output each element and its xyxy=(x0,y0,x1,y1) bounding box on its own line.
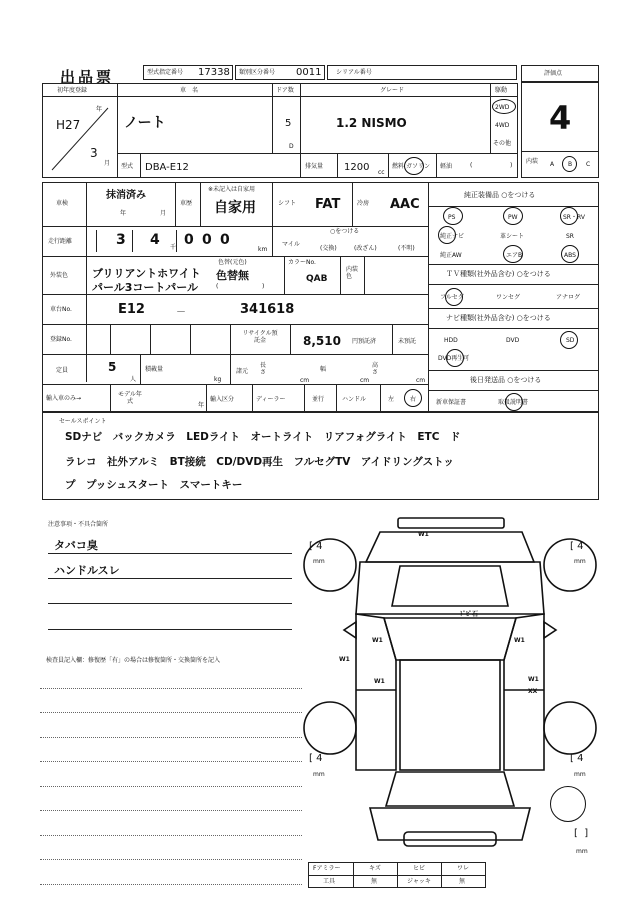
mileage-digit: 3 xyxy=(116,232,126,248)
diesel-paren-close: ) xyxy=(510,162,513,169)
footer-value: 工具 xyxy=(323,878,336,885)
color-change-value: 色替無 xyxy=(216,269,249,282)
first-reg-era-year: H27 xyxy=(56,118,81,132)
equip-pw-circle xyxy=(503,207,523,225)
capacity-label: 定員 xyxy=(56,367,69,374)
serial-label: シリアル番号 xyxy=(336,69,372,76)
color-change-paren-open: ( xyxy=(216,283,219,290)
fuel-label: 燃料 xyxy=(392,163,405,170)
mileage-label: 走行距離 xyxy=(48,238,73,245)
equip-aw: 純正AW xyxy=(440,252,462,259)
mileage-digit: 0 xyxy=(184,232,194,248)
car-name: ノート xyxy=(124,115,166,131)
category-label: 類別区分番号 xyxy=(239,69,276,76)
equip-ps-circle xyxy=(443,207,463,225)
drive-2wd: 2WD xyxy=(495,104,510,111)
footer-value: ジャッキ xyxy=(407,878,431,885)
reg-no-label: 登録No. xyxy=(50,336,72,343)
tv-title: ＴＶ種類(社外品含む) ○をつける xyxy=(446,270,551,278)
grade-label: グレード xyxy=(380,87,405,94)
load-unit: kg xyxy=(214,376,222,383)
notes-label: 注意事項・不具合箇所 xyxy=(48,521,109,528)
footer-header: ヒビ xyxy=(413,865,426,872)
mileage-digit: 0 xyxy=(220,232,230,248)
color-no-label: カラーNo. xyxy=(288,259,316,266)
note-line-2: ハンドルスレ xyxy=(54,564,120,577)
color-change-paren-close: ) xyxy=(262,283,265,290)
after-title: 後日発送品 ○をつける xyxy=(470,376,542,384)
category-number: 0011 xyxy=(296,67,322,78)
tread-front-right: [ 4 xyxy=(570,541,584,552)
footer-header: ワレ xyxy=(457,865,470,872)
color-change-label: 色替(元色) xyxy=(218,259,247,266)
width-label: 幅 xyxy=(320,366,327,373)
inspection-value: 抹消済み xyxy=(106,190,146,201)
diesel-paren-open: ( xyxy=(470,162,473,169)
form-number-label: 型式指定番号 xyxy=(147,69,184,76)
equipment-footer-table xyxy=(308,862,486,888)
tv-oneseg: ワンセグ xyxy=(496,294,521,301)
genuine-title: 純正装備品 ○をつける xyxy=(464,191,536,199)
drive-label: 駆動 xyxy=(495,87,508,94)
usage-note: ※未記入は自家用 xyxy=(208,186,256,193)
equip-sr-rv: SR・RV xyxy=(563,214,585,221)
sales-points-label: セールスポイント xyxy=(59,418,107,425)
tv-fullseg: フルセグ xyxy=(440,294,464,301)
color-label: 外装色 xyxy=(50,272,69,279)
sales-line-1: SDナビ バックカメラ LEDライト オートライト リアフォグライト ETC ド xyxy=(65,431,461,443)
displacement-value: 1200 xyxy=(344,162,370,173)
color-name: ブリリアントホワイト xyxy=(92,267,201,280)
sales-line-3: プ プッシュスタート スマートキー xyxy=(65,479,243,491)
import-cat-label: 輸入区分 xyxy=(210,396,235,403)
footer-value: 無 xyxy=(371,878,378,885)
shift-value: FAT xyxy=(315,197,341,212)
inspector-label: 検査員記入欄：修復歴「有」の場合は修復箇所・交換箇所を記入 xyxy=(46,657,221,664)
usage-value: 自家用 xyxy=(214,200,256,216)
displacement-unit: cc xyxy=(378,169,385,176)
interior-b: B xyxy=(568,161,573,168)
mileage-digit: 4 xyxy=(150,232,160,248)
mileage-digits xyxy=(96,230,246,252)
interior-c: C xyxy=(586,161,591,168)
after-manual-circle xyxy=(505,393,523,411)
history-label: 車歴 xyxy=(180,200,193,207)
spare-bracket: [ ] xyxy=(574,828,589,839)
width-unit: cm xyxy=(360,377,370,384)
equip-airbag-circle xyxy=(503,245,523,263)
navi-hdd: HDD xyxy=(444,337,458,344)
length-label: 長さ xyxy=(260,362,267,376)
handle-right-circle xyxy=(404,389,422,407)
inspection-label: 車検 xyxy=(56,200,69,207)
interior-circle xyxy=(562,156,577,172)
category-box xyxy=(235,65,325,80)
dealer-label: ディーラー xyxy=(256,396,286,403)
equip-navi: 純正ナビ xyxy=(440,233,465,240)
damage-mark-right-rear: W1 xyxy=(528,676,539,683)
recycle-not-deposited: 未預託 xyxy=(398,338,417,345)
fuel-circle xyxy=(404,157,424,175)
height-unit: cm xyxy=(416,377,426,384)
first-reg-label: 初年度登録 xyxy=(57,87,88,94)
chassis-dash: － xyxy=(176,307,186,318)
form-number: 17338 xyxy=(198,67,230,78)
after-warranty: 新車保証書 xyxy=(436,399,467,406)
grade-score-label: 評価点 xyxy=(544,70,563,77)
diesel-label: 軽油 xyxy=(440,163,453,170)
page-title: 出品票 xyxy=(60,68,115,86)
chassis-label: 車台No. xyxy=(50,306,72,313)
model-value: DBA-E12 xyxy=(145,162,189,173)
color-name-2: パール3コートパール xyxy=(92,281,198,294)
spare-unit: mm xyxy=(576,848,588,855)
navi-sd: SD xyxy=(566,337,575,344)
dims-label: 諸元 xyxy=(236,368,249,375)
parallel-label: 並行 xyxy=(312,396,325,403)
equip-leather: 革シート xyxy=(500,233,525,240)
length-unit: cm xyxy=(300,377,310,384)
note-line-1: タバコ臭 xyxy=(54,539,98,552)
drive-4wd: 4WD xyxy=(495,122,510,129)
equip-sr-rv-circle xyxy=(560,207,578,225)
handle-left: 左 xyxy=(388,396,395,403)
damage-mark-left-front: W1 xyxy=(372,637,383,644)
tread-value: 4 xyxy=(316,541,323,552)
damage-mark-left-side: W1 xyxy=(339,656,350,663)
mileage-thousand: 千 xyxy=(170,244,177,251)
equip-abs-circle xyxy=(561,245,579,263)
sales-points-box xyxy=(42,412,599,500)
recycle-unit: 円預託済 xyxy=(352,338,377,345)
footer-value: 無 xyxy=(459,878,466,885)
inspection-year: 年 xyxy=(120,210,127,217)
model-label: 型式 xyxy=(121,163,134,170)
grade-score-box xyxy=(521,82,599,152)
first-reg-month: 3 xyxy=(90,146,98,160)
tread-rear-right: [ 4 xyxy=(570,753,584,764)
navi-title: ナビ種類(社外品含む) ○をつける xyxy=(446,314,551,322)
grade-value: 1.2 NISMO xyxy=(336,116,407,130)
navi-sd-circle xyxy=(560,331,578,349)
damage-mark-right-front: W1 xyxy=(514,637,525,644)
import-label: 輸入車のみ→ xyxy=(46,395,82,402)
mileage-opt-unknown: (不明) xyxy=(398,245,415,252)
capacity-unit: 人 xyxy=(130,376,137,383)
tv-analog: アナログ xyxy=(556,294,581,301)
tread-value: 4 xyxy=(316,753,323,764)
shift-label: シフト xyxy=(278,200,297,207)
tread-rear-left: [ 4 xyxy=(309,753,323,764)
footer-header: キズ xyxy=(369,865,381,872)
capacity-value: 5 xyxy=(108,360,117,374)
dvd-playback-circle xyxy=(446,349,464,367)
equip-pw: PW xyxy=(508,214,518,221)
mileage-opt-tampered: (改ざん) xyxy=(354,245,377,252)
spare-tire-circle xyxy=(550,786,586,822)
dvd-playback: DVD再生可 xyxy=(438,355,470,362)
mileage-digit: 0 xyxy=(202,232,212,248)
tread-value: 4 xyxy=(577,541,584,552)
model-year-label: モデル年式 xyxy=(118,391,142,405)
doors-value: 5 xyxy=(285,118,292,129)
grade-score-value: 4 xyxy=(549,99,572,137)
form-number-box xyxy=(143,65,233,80)
tv-fullseg-circle xyxy=(445,288,463,306)
handle-label: ハンドル xyxy=(342,396,367,403)
interior-a: A xyxy=(550,161,555,168)
mileage-opt-replaced: (交換) xyxy=(320,245,337,252)
tread-front-left: [ 4 xyxy=(309,541,323,552)
ac-value: AAC xyxy=(390,197,420,212)
serial-box xyxy=(327,65,517,80)
equip-ps: PS xyxy=(448,214,456,221)
recycle-label: リサイクル預託金 xyxy=(242,330,278,344)
mileage-opt-mile: マイル xyxy=(282,241,300,248)
doors-unit: D xyxy=(289,143,294,150)
damage-mark-front: W1 xyxy=(418,531,429,538)
damage-mark-xx: XX xyxy=(528,688,538,695)
footer-header: Fアミラー xyxy=(313,865,341,872)
mileage-km: km xyxy=(258,246,268,253)
height-label: 高さ xyxy=(372,362,379,376)
month-suffix: 月 xyxy=(104,160,111,167)
recycle-value: 8,510 xyxy=(303,334,341,348)
color-no-value: QAB xyxy=(306,274,328,284)
equip-airbag: エアB xyxy=(506,252,523,259)
sales-line-2: ラレコ 社外アルミ BT接続 CD/DVD再生 フルセグTV アイドリングストッ xyxy=(65,456,454,468)
car-name-label: 車 名 xyxy=(180,87,199,94)
damage-mark-left-rear: W1 xyxy=(374,678,385,685)
tread-unit: mm xyxy=(574,558,586,565)
displacement-label: 排気量 xyxy=(305,163,324,170)
fuel-gasoline: ガソリン xyxy=(406,163,431,170)
grade-score-header xyxy=(521,65,599,82)
tread-unit: mm xyxy=(574,771,586,778)
equip-navi-circle xyxy=(438,226,456,244)
tread-unit: mm xyxy=(313,771,325,778)
after-manual: 取扱説明書 xyxy=(498,399,529,406)
equip-sr: SR xyxy=(566,233,574,240)
handle-right: 右 xyxy=(410,396,417,403)
equip-abs: ABS xyxy=(564,252,576,259)
damage-mark-windshield: ﾄﾞﾋﾟ石 xyxy=(460,611,479,618)
interior-box xyxy=(521,151,599,178)
navi-dvd: DVD xyxy=(506,337,520,344)
ac-label: 冷房 xyxy=(357,200,370,207)
chassis-number: 341618 xyxy=(240,302,295,317)
model-year-unit: 年 xyxy=(198,402,205,409)
chassis-prefix: E12 xyxy=(118,302,145,317)
load-label: 積載量 xyxy=(145,366,164,373)
interior-color-label: 内装色 xyxy=(346,266,359,280)
inspection-month: 月 xyxy=(160,210,167,217)
tread-value: 4 xyxy=(577,753,584,764)
drive-2wd-circle xyxy=(492,99,516,114)
drive-other: その他 xyxy=(493,140,512,147)
tread-unit: mm xyxy=(313,558,325,565)
doors-label: ドア数 xyxy=(276,87,294,94)
mileage-circle-note: ○をつける xyxy=(330,228,360,235)
interior-label: 内装 xyxy=(526,158,539,165)
year-suffix: 年 xyxy=(96,106,103,113)
